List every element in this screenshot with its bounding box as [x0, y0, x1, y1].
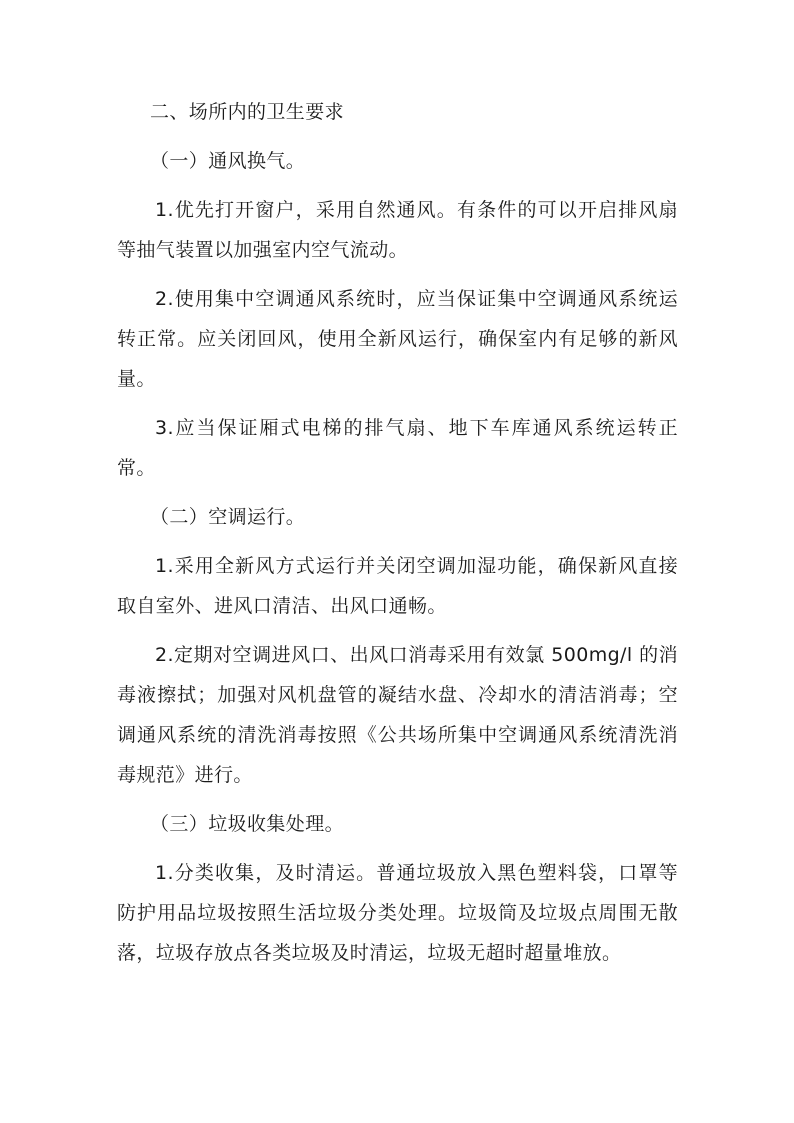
subsection-title-ventilation: （一）通风换气。: [150, 150, 306, 172]
paragraph-air-conditioning-1: 1.采用全新风方式运行并关闭空调加湿功能，确保新风直接取自室外、进风口清洁、出风口通畅。: [117, 555, 678, 617]
paragraph-ventilation-1: 1.优先打开窗户，采用自然通风。有条件的可以开启排风扇等抽气装置以加强室内空气流动。: [117, 199, 678, 261]
section-title: 二、场所内的卫生要求: [150, 101, 345, 123]
paragraph-garbage-1: 1.分类收集，及时清运。普通垃圾放入黑色塑料袋，口罩等防护用品垃圾按照生活垃圾分类处理。垃圾筒及垃圾点周围无散落，垃圾存放点各类垃圾及时清运，垃圾无超时超量堆放。: [117, 862, 678, 964]
paragraph-ventilation-3: 3.应当保证厢式电梯的排气扇、地下车库通风系统运转正常。: [117, 417, 678, 479]
paragraph-air-conditioning-2: 2.定期对空调进风口、出风口消毒采用有效氯 500mg/l 的消毒液擦拭；加强对风机盘管的凝结水盘、冷却水的清洁消毒；空调通风系统的清洗消毒按照《公共场所集中空调通风系统清洗消毒规范》进行。: [117, 644, 678, 786]
document-body: [117, 0, 678, 973]
subsection-title-air-conditioning: （二）空调运行。: [150, 506, 306, 528]
subsection-title-garbage: （三）垃圾收集处理。: [150, 813, 345, 835]
paragraph-ventilation-2: 2.使用集中空调通风系统时，应当保证集中空调通风系统运转正常。应关闭回风，使用全新风运行，确保室内有足够的新风量。: [117, 288, 678, 390]
